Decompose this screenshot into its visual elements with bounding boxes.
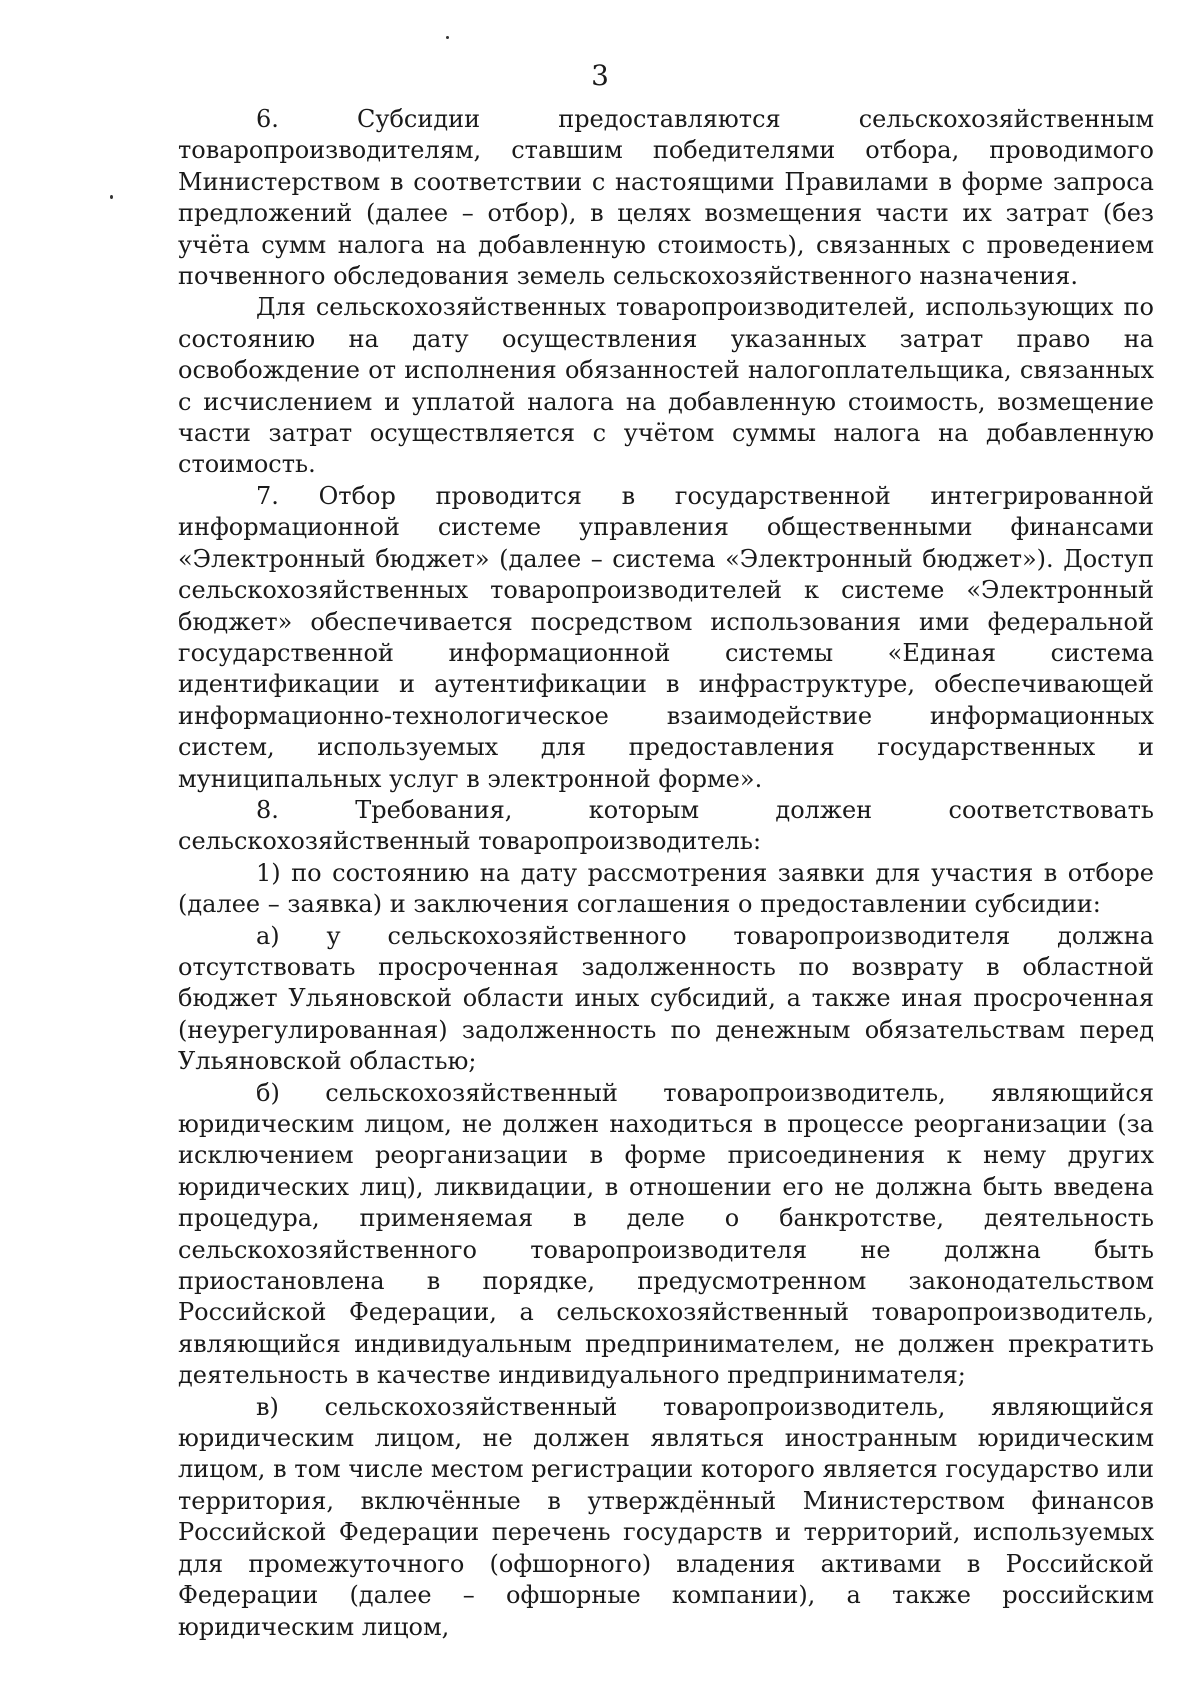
paragraph-8-item-1b: б) сельскохозяйственный товаропроизводитель, являющийся юридическим лицом, не должен находиться в процессе реорганизации (за исключением реорганизации в форме присоединения к нему других юридических лиц), ликвидации, в отношении его не должна быть введена процедура, применяемая в деле о банкротстве, деятельность сельскохозяйственного товаропроизводителя не должна быть приостановлена в порядке, предусмотренном законодательством Российской Федерации, а сельскохозяйственный товаропроизводитель, являющийся индивидуальным предпринимателем, не должен прекратить деятельность в качестве индивидуального предпринимателя; [178, 1078, 1154, 1390]
paragraph-8: 8. Требования, которым должен соответствовать сельскохозяйственный товаропроизводитель: [178, 795, 1154, 856]
paragraph-6-vat-note: Для сельскохозяйственных товаропроизводителей, использующих по состоянию на дату осуществления указанных затрат право на освобождение от исполнения обязанностей налогоплательщика, связанных с исчислением и уплатой налога на добавленную стоимость, возмещение части затрат осуществляется с учётом суммы налога на добавленную стоимость. [178, 293, 1154, 479]
document-body [178, 104, 1154, 1643]
scan-speck [110, 195, 113, 199]
scan-speck [446, 36, 449, 39]
paragraph-7: 7. Отбор проводится в государственной интегрированной информационной системе управления общественными финансами «Электронный бюджет» (далее – система «Электронный бюджет»). Доступ сельскохозяйственных товаропроизводителей к системе «Электронный бюджет» обеспечивается посредством использования ими федеральной государственной информационной системы «Единая система идентификации и аутентификации в инфраструктуре, обеспечивающей информационно-технологическое взаимодействие информационных систем, используемых для предоставления государственных и муниципальных услуг в электронной форме». [178, 481, 1154, 793]
page-number: 3 [591, 59, 609, 92]
paragraph-8-item-1v: в) сельскохозяйственный товаропроизводитель, являющийся юридическим лицом, не должен являться иностранным юридическим лицом, в том числе местом регистрации которого является государство или территория, включённые в утверждённый Министерством финансов Российской Федерации перечень государств и территорий, используемых для промежуточного (офшорного) владения активами в Российской Федерации (далее – офшорные компании), а также российским юридическим лицом, [178, 1392, 1154, 1641]
paragraph-8-item-1: 1) по состоянию на дату рассмотрения заявки для участия в отборе (далее – заявка) и заключения соглашения о предоставлении субсидии: [178, 858, 1154, 919]
paragraph-8-item-1a: а) у сельскохозяйственного товаропроизводителя должна отсутствовать просроченная задолженность по возврату в областной бюджет Ульяновской области иных субсидий, а также иная просроченная (неурегулированная) задолженность по денежным обязательствам перед Ульяновской областью; [178, 921, 1154, 1076]
paragraph-6: 6. Субсидии предоставляются сельскохозяйственным товаропроизводителям, ставшим победителями отбора, проводимого Министерством в соответствии с настоящими Правилами в форме запроса предложений (далее – отбор), в целях возмещения части их затрат (без учёта сумм налога на добавленную стоимость), связанных с проведением почвенного обследования земель сельскохозяйственного назначения. [178, 105, 1154, 291]
